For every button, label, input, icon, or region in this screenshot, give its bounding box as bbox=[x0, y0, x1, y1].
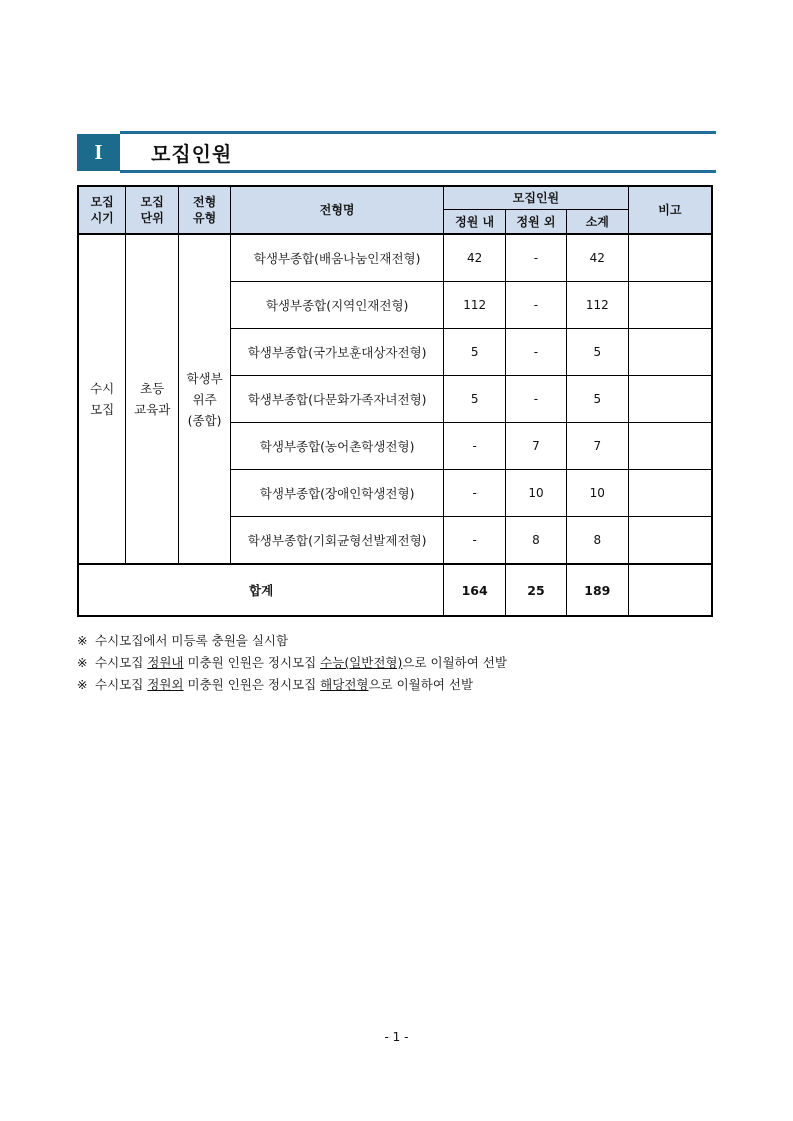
cell-subtotal: 5 bbox=[566, 376, 628, 423]
header-bottom-rule bbox=[120, 170, 716, 173]
cell-outside-quota: 8 bbox=[506, 517, 567, 565]
page-number: - 1 - bbox=[384, 1030, 409, 1044]
note-underlined-text: 해당전형 bbox=[320, 677, 369, 692]
total-remarks bbox=[628, 564, 712, 616]
cell-remarks bbox=[628, 423, 712, 470]
header-subtotal: 소계 bbox=[566, 210, 628, 235]
note-underlined-text: 정원외 bbox=[147, 677, 184, 692]
total-subtotal: 189 bbox=[566, 564, 628, 616]
cell-subtotal: 8 bbox=[566, 517, 628, 565]
cell-within-quota: - bbox=[444, 517, 506, 565]
cell-outside-quota: - bbox=[506, 282, 567, 329]
cell-remarks bbox=[628, 234, 712, 282]
cell-within-quota: - bbox=[444, 423, 506, 470]
header-admission-name: 전형명 bbox=[231, 186, 444, 234]
total-label: 합계 bbox=[78, 564, 444, 616]
cell-subtotal: 10 bbox=[566, 470, 628, 517]
cell-within-quota: 42 bbox=[444, 234, 506, 282]
reference-mark-icon: ※ bbox=[77, 655, 88, 670]
note-text: 수시모집에서 미등록 충원을 실시함 bbox=[95, 633, 289, 648]
note-text: 미충원 인원은 정시모집 bbox=[183, 655, 321, 670]
cell-admission-name: 학생부종합(농어촌학생전형) bbox=[231, 423, 444, 470]
section-header bbox=[77, 131, 716, 173]
cell-admission-name: 학생부종합(지역인재전형) bbox=[231, 282, 444, 329]
cell-subtotal: 112 bbox=[566, 282, 628, 329]
header-admission-type: 전형 유형 bbox=[179, 186, 231, 234]
header-within-quota: 정원 내 bbox=[444, 210, 506, 235]
cell-period: 수시 모집 bbox=[78, 234, 126, 564]
cell-within-quota: - bbox=[444, 470, 506, 517]
note-item bbox=[77, 674, 507, 696]
note-underlined-text: 수능(일반전형) bbox=[320, 655, 403, 670]
cell-remarks bbox=[628, 282, 712, 329]
note-underlined-text: 정원내 bbox=[147, 655, 184, 670]
cell-admission-name: 학생부종합(기회균형선발제전형) bbox=[231, 517, 444, 565]
note-text: 수시모집 bbox=[95, 655, 148, 670]
header-unit: 모집 단위 bbox=[126, 186, 179, 234]
quota-table bbox=[77, 185, 713, 617]
note-text: 수시모집 bbox=[95, 677, 148, 692]
cell-admission-name: 학생부종합(배움나눔인재전형) bbox=[231, 234, 444, 282]
cell-outside-quota: - bbox=[506, 376, 567, 423]
note-text: 으로 이월하여 선발 bbox=[402, 655, 507, 670]
cell-admission-name: 학생부종합(국가보훈대상자전형) bbox=[231, 329, 444, 376]
note-text: 미충원 인원은 정시모집 bbox=[183, 677, 321, 692]
note-item bbox=[77, 652, 507, 674]
total-within-quota: 164 bbox=[444, 564, 506, 616]
note-item bbox=[77, 630, 507, 652]
cell-subtotal: 7 bbox=[566, 423, 628, 470]
cell-admission-name: 학생부종합(장애인학생전형) bbox=[231, 470, 444, 517]
notes bbox=[77, 630, 507, 696]
cell-within-quota: 112 bbox=[444, 282, 506, 329]
header-period: 모집 시기 bbox=[78, 186, 126, 234]
table-row bbox=[78, 234, 712, 282]
cell-outside-quota: 10 bbox=[506, 470, 567, 517]
cell-outside-quota: 7 bbox=[506, 423, 567, 470]
cell-unit: 초등 교육과 bbox=[126, 234, 179, 564]
note-text: 으로 이월하여 선발 bbox=[368, 677, 474, 692]
cell-outside-quota: - bbox=[506, 329, 567, 376]
cell-within-quota: 5 bbox=[444, 376, 506, 423]
cell-subtotal: 42 bbox=[566, 234, 628, 282]
cell-outside-quota: - bbox=[506, 234, 567, 282]
total-row bbox=[78, 564, 712, 616]
cell-remarks bbox=[628, 470, 712, 517]
section-number-badge: I bbox=[77, 134, 120, 171]
cell-remarks bbox=[628, 376, 712, 423]
section-title: 모집인원 bbox=[151, 141, 233, 166]
cell-remarks bbox=[628, 517, 712, 565]
cell-subtotal: 5 bbox=[566, 329, 628, 376]
cell-admission-name: 학생부종합(다문화가족자녀전형) bbox=[231, 376, 444, 423]
total-outside-quota: 25 bbox=[506, 564, 567, 616]
cell-within-quota: 5 bbox=[444, 329, 506, 376]
reference-mark-icon: ※ bbox=[77, 677, 88, 692]
cell-remarks bbox=[628, 329, 712, 376]
header-quota-group: 모집인원 bbox=[444, 186, 629, 210]
reference-mark-icon: ※ bbox=[77, 633, 88, 648]
cell-admission-type: 학생부 위주 (종합) bbox=[179, 234, 231, 564]
header-outside-quota: 정원 외 bbox=[506, 210, 567, 235]
header-remarks: 비고 bbox=[628, 186, 712, 234]
